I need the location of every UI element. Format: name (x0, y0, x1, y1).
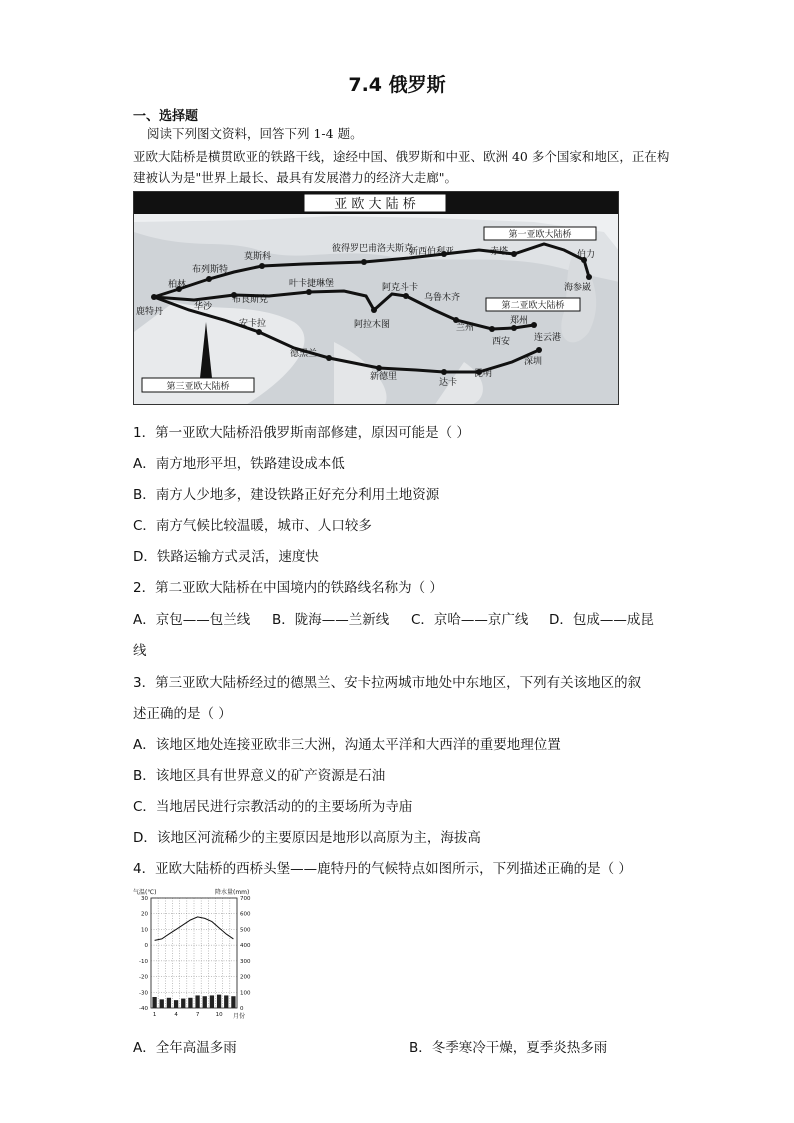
climate-x-tick: 7 (195, 1012, 200, 1018)
climate-precip-bar (181, 999, 185, 1008)
q1-option-a[interactable]: A．南方地形平坦，铁路建设成本低 (133, 456, 345, 472)
climate-precip-bar (160, 999, 164, 1008)
climate-chart (131, 886, 255, 1020)
q4-option-a[interactable]: A．全年高温多雨 (133, 1040, 237, 1056)
q4-option-b[interactable]: B．冬季寒冷干燥，夏季炎热多雨 (409, 1040, 608, 1056)
climate-right-tick: 100 (240, 990, 251, 997)
city-dhaka: 达卡 (439, 378, 458, 388)
climate-left-tick: -20 (139, 974, 148, 981)
q1-option-b[interactable]: B．南方人少地多，建设铁路正好充分利用土地资源 (133, 487, 440, 503)
city-petropavl: 彼得罗巴甫洛夫斯克 (332, 244, 414, 254)
city-zhengzhou: 郑州 (510, 316, 529, 326)
q4-stem: 4．亚欧大陆桥的西桥头堡——鹿特丹的气候特点如图所示，下列描述正确的是（ ） (133, 861, 632, 877)
climate-left-tick: -10 (139, 958, 148, 965)
q2-option-b[interactable]: B．陇海——兰新线 (272, 612, 390, 628)
climate-left-tick: 20 (141, 911, 148, 918)
climate-precip-bar (224, 995, 228, 1008)
q2-option-c[interactable]: C．京哈——京广线 (411, 612, 529, 628)
city-bryansk: 布良斯克 (232, 295, 269, 305)
city-warsaw: 华沙 (194, 302, 213, 312)
city-berlin: 柏林 (168, 280, 187, 290)
climate-precip-bar (231, 996, 235, 1008)
climate-right-tick: 700 (240, 896, 251, 902)
city-xian: 西安 (492, 337, 511, 347)
q1-option-c[interactable]: C．南方气候比较温暖，城市、人口较多 (133, 518, 372, 534)
legend-second-bridge: 第二亚欧大陆桥 (501, 301, 565, 311)
climate-right-tick: 400 (240, 943, 251, 950)
city-urumqi: 乌鲁木齐 (424, 293, 461, 303)
climate-left-tick: -40 (139, 1006, 148, 1012)
city-lianyungang: 连云港 (534, 333, 562, 343)
city-delhi: 新德里 (370, 372, 398, 382)
city-astana: 阿克斗卡 (382, 283, 419, 293)
q3-option-a[interactable]: A．该地区地处连接亚欧非三大洲，沟通太平洋和大西洋的重要地理位置 (133, 737, 561, 753)
city-lanzhou: 兰州 (456, 323, 475, 333)
city-rotterdam: 鹿特丹 (136, 307, 164, 317)
q3-option-d[interactable]: D．该地区河流稀少的主要原因是地形以高原为主，海拔高 (133, 830, 481, 846)
q1-stem: 1．第一亚欧大陆桥沿俄罗斯南部修建，原因可能是（ ） (133, 425, 470, 441)
climate-x-tick: 10 (215, 1012, 223, 1018)
climate-precip-bar (152, 997, 156, 1008)
climate-precip-bar (174, 1000, 178, 1008)
climate-precip-bar (188, 998, 192, 1008)
city-vladivostok: 海参崴 (564, 283, 592, 293)
city-moscow: 莫斯科 (244, 252, 272, 262)
climate-precip-bar (195, 995, 199, 1008)
climate-x-tick: 1 (152, 1012, 157, 1018)
city-boli: 伯力 (577, 250, 596, 260)
climate-chart-svg (131, 886, 255, 1020)
eurasia-land-bridge-map (133, 191, 619, 405)
city-brest: 布列斯特 (192, 265, 229, 275)
city-novosibirsk: 新西伯利亚 (409, 247, 455, 257)
q1-option-d[interactable]: D．铁路运输方式灵活，速度快 (133, 549, 319, 565)
climate-left-tick: -30 (139, 990, 148, 997)
q3-option-b[interactable]: B．该地区具有世界意义的矿产资源是石油 (133, 768, 386, 784)
climate-precip-bar (217, 995, 221, 1008)
city-chita: 赤塔 (490, 247, 509, 257)
q2-option-d-cont: 线 (133, 643, 147, 659)
q3-stem-line2: 述正确的是（ ） (133, 706, 232, 722)
climate-right-tick: 300 (240, 958, 251, 965)
page-title: 7.4 俄罗斯 (348, 74, 446, 96)
climate-ylabel-right: 降水量(mm) (215, 889, 250, 896)
city-ankara: 安卡拉 (239, 319, 267, 329)
city-almaty: 阿拉木图 (354, 320, 391, 330)
q3-option-c[interactable]: C．当地居民进行宗教活动的的主要场所为寺庙 (133, 799, 413, 815)
climate-ylabel-left: 气温(℃) (133, 889, 157, 896)
city-tehran: 德黑兰 (290, 349, 318, 359)
climate-left-tick: 10 (141, 927, 148, 934)
intro-text: 亚欧大陆桥是横贯欧亚的铁路干线，途经中国、俄罗斯和中亚、欧洲 40 多个国家和地区，正在构建被认为是"世界上最长、最具有发展潜力的经济大走廊"。 (133, 149, 670, 185)
map-banner-title: 亚 欧 大 陆 桥 (334, 197, 416, 212)
climate-right-tick: 200 (240, 974, 251, 981)
legend-third-bridge: 第三亚欧大陆桥 (166, 382, 230, 392)
climate-right-tick: 500 (240, 927, 251, 934)
climate-right-tick: 0 (240, 1006, 244, 1012)
climate-x-tick: 4 (174, 1012, 178, 1018)
climate-precip-bar (210, 995, 214, 1008)
q3-stem-line1: 3．第三亚欧大陆桥经过的德黑兰、安卡拉两城市地处中东地区，下列有关该地区的叙 (133, 675, 642, 691)
climate-right-tick: 600 (240, 911, 251, 918)
climate-precip-bar (203, 996, 207, 1008)
city-shenzhen: 深圳 (524, 357, 543, 367)
climate-xlabel: 月份 (233, 1013, 246, 1020)
legend-first-bridge: 第一亚欧大陆桥 (508, 230, 572, 240)
intro-instruction: 阅读下列图文资料，回答下列 1-4 题。 (147, 126, 363, 141)
section-heading: 一、选择题 (133, 109, 199, 124)
q2-option-a[interactable]: A．京包——包兰线 (133, 612, 251, 628)
q2-option-d[interactable]: D．包成——成昆 (549, 612, 654, 628)
city-kunming: 昆明 (474, 369, 493, 379)
climate-left-tick: 0 (144, 943, 148, 950)
climate-precip-bar (167, 998, 171, 1008)
climate-left-tick: 30 (141, 896, 148, 902)
q2-stem: 2．第二亚欧大陆桥在中国境内的铁路线名称为（ ） (133, 580, 443, 596)
city-yekaterinburg: 叶卡捷琳堡 (289, 279, 335, 289)
